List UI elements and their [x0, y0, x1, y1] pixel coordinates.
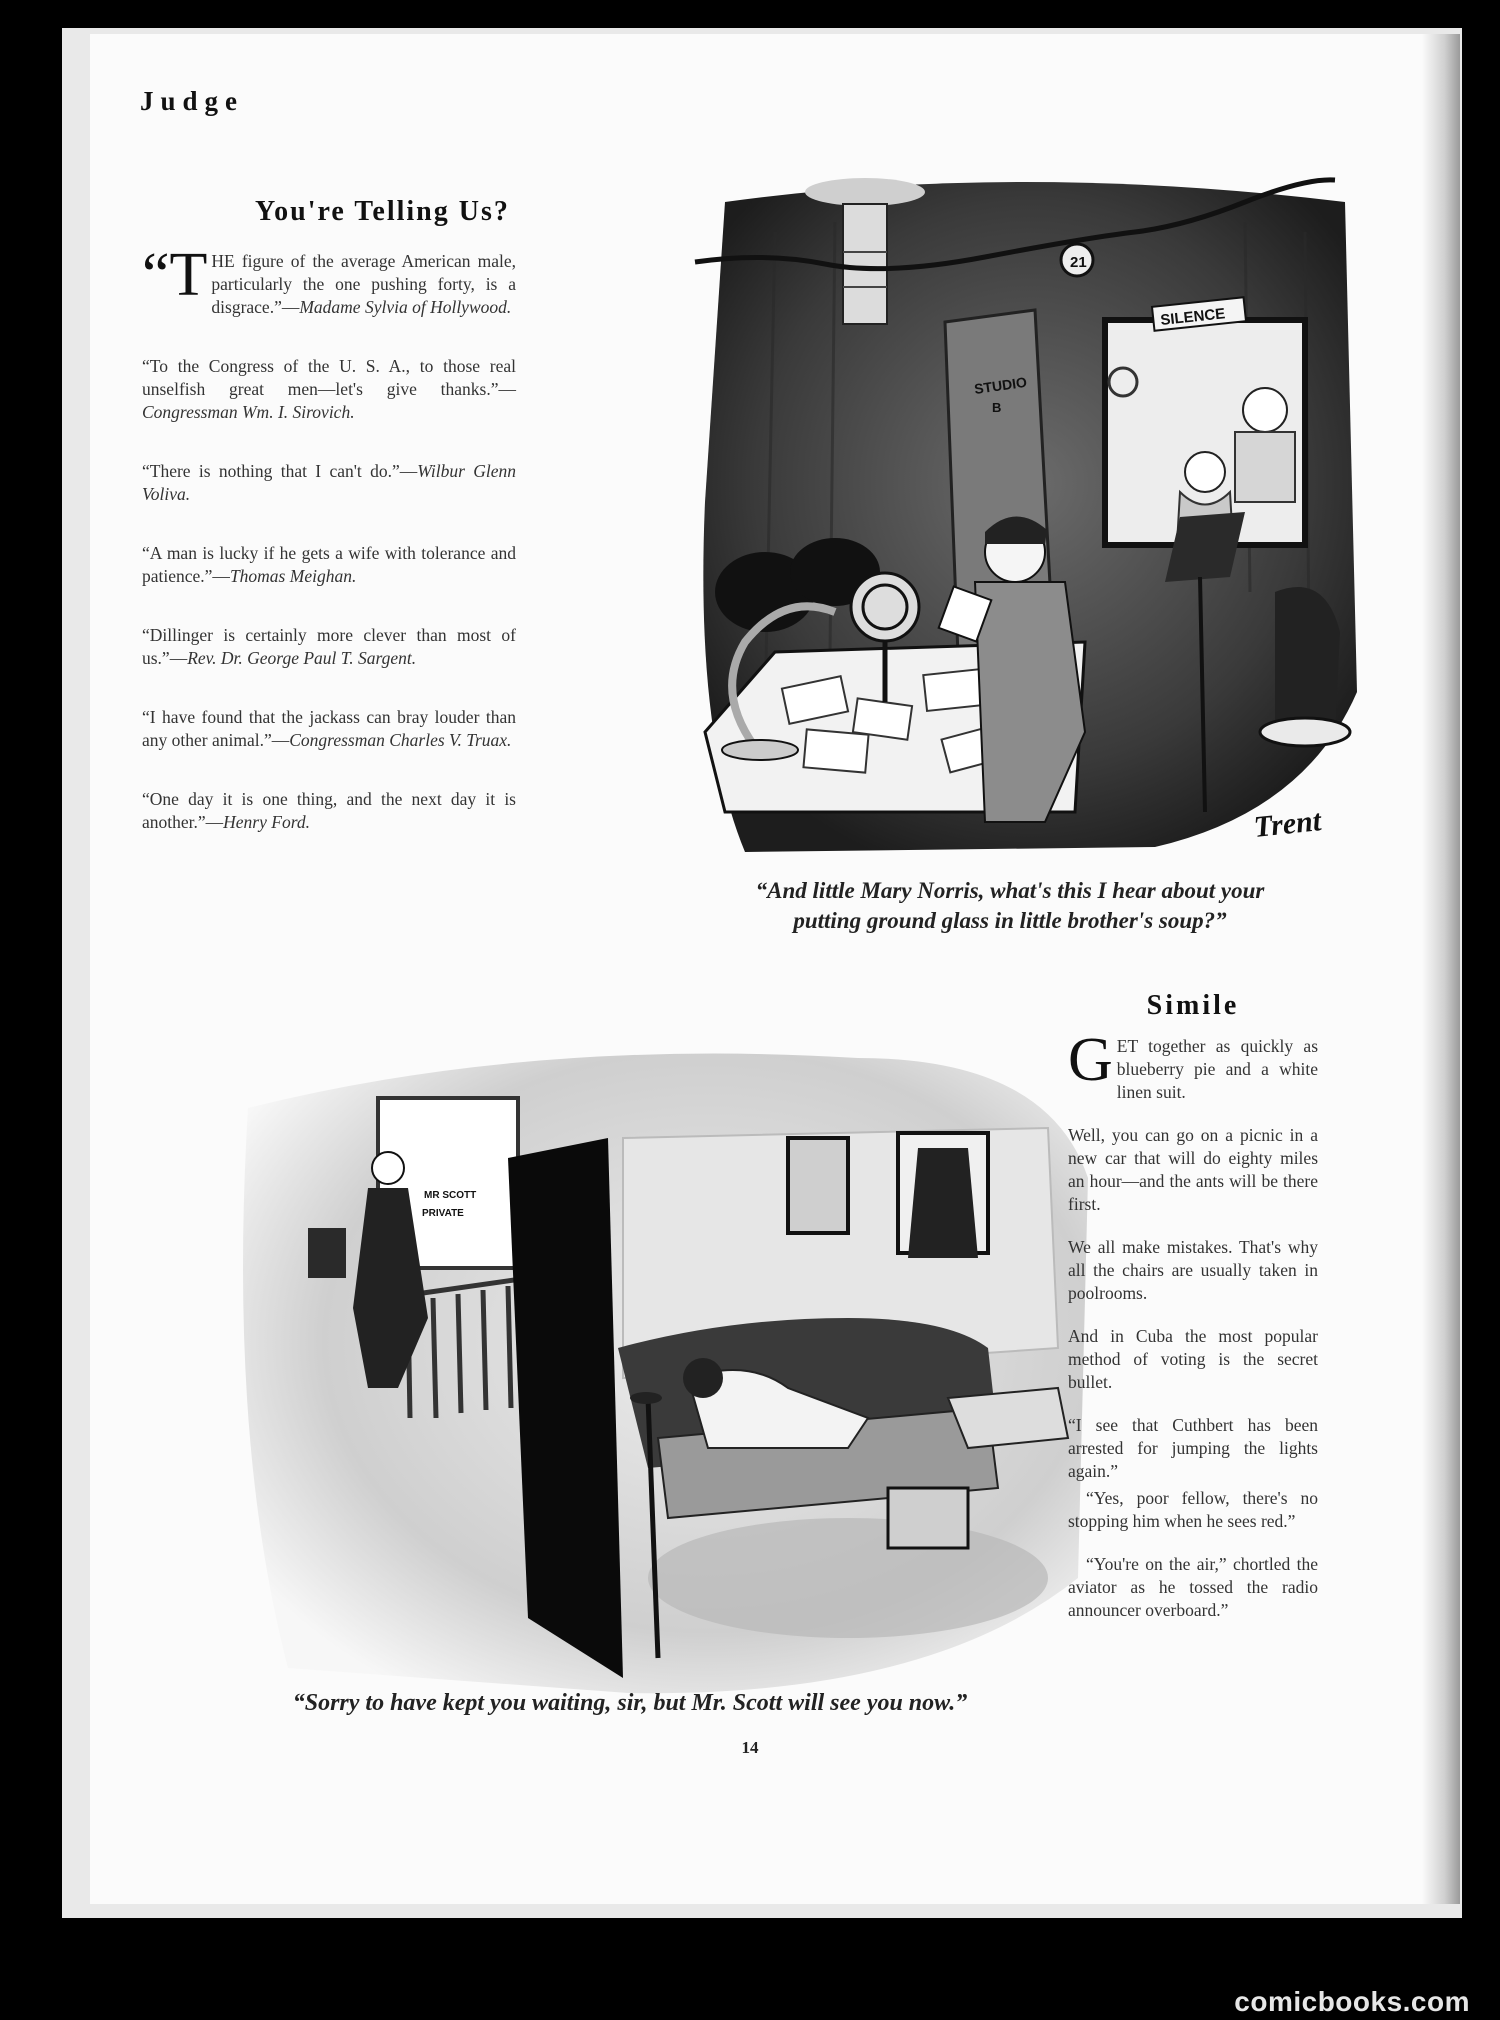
quote-item	[142, 355, 516, 424]
office-door-sign-line-1: MR SCOTT	[424, 1190, 477, 1201]
simile-item: “Yes, poor fellow, there's no stopping him when he sees red.”	[1068, 1488, 1318, 1531]
drop-cap: “T	[142, 241, 208, 309]
spine-shadow	[1422, 34, 1460, 1904]
quote-item	[142, 460, 516, 506]
simile-item: Well, you can go on a picnic in a new car that will do eighty miles an hour—and the ants will be there first.	[1068, 1125, 1318, 1214]
top-caption-line-2: putting ground glass in little brother's soup?”	[793, 908, 1227, 933]
quote-text: “There is nothing that I can't do.”—	[142, 461, 418, 481]
silence-sign: SILENCE	[1159, 305, 1227, 330]
simile-title: Simile	[1146, 990, 1240, 1021]
office-waiting-cartoon	[228, 1018, 1098, 1698]
quote-text: “To the Congress of the U. S. A., to those real unselfish great men—let's give thanks.”—	[142, 356, 516, 399]
quote-item	[142, 241, 516, 319]
quote-attribution: Madame Sylvia of Hollywood.	[299, 297, 512, 317]
quote-text: “One day it is one thing, and the next day it is another.”—	[142, 789, 516, 832]
quotes-column	[142, 241, 516, 870]
page-number: 14	[741, 1738, 759, 1757]
simile-item: “I see that Cuthbert has been arrested for jumping the lights again.”	[1068, 1415, 1318, 1481]
quote-item	[142, 706, 516, 752]
simile-item: And in Cuba the most popular method of voting is the secret bullet.	[1068, 1326, 1318, 1392]
quotes-title: You're Telling Us?	[255, 196, 510, 227]
office-door-sign-line-2: PRIVATE	[422, 1208, 464, 1219]
quote-attribution: Thomas Meighan.	[229, 566, 357, 586]
site-watermark: comicbooks.com	[1234, 1986, 1470, 2017]
simile-text: ET together as quickly as blueberry pie and a white linen suit.	[1116, 1036, 1318, 1102]
simile-column	[1068, 1026, 1318, 1642]
simile-item: We all make mistakes. That's why all the chairs are usually taken in poolrooms.	[1068, 1237, 1318, 1303]
quote-text: HE figure of the average American male, particularly the one pushing forty, is a disgrace.”—	[211, 251, 516, 317]
simile-item	[1068, 1026, 1318, 1104]
door-sign: STUDIO	[973, 373, 1028, 397]
quote-attribution: Congressman Wm. I. Sirovich.	[142, 402, 355, 422]
artist-signature: Trent	[1252, 804, 1323, 844]
quote-item	[142, 788, 516, 834]
quote-attribution: Rev. Dr. George Paul T. Sargent.	[187, 648, 417, 668]
quote-attribution: Wilbur Glenn Voliva.	[142, 461, 516, 504]
quote-text: “A man is lucky if he gets a wife with tolerance and patience.”—	[142, 543, 516, 586]
quote-attribution: Henry Ford.	[223, 812, 310, 832]
simile-item: “You're on the air,” chortled the aviator as he tossed the radio announcer overboard.”	[1068, 1554, 1318, 1620]
quote-item	[142, 542, 516, 588]
magazine-header: Judge	[140, 86, 245, 116]
quote-text: “I have found that the jackass can bray louder than any other animal.”—	[142, 707, 516, 750]
top-caption-line-1: “And little Mary Norris, what's this I hear about your	[755, 878, 1265, 903]
clock-number: 21	[1070, 254, 1087, 271]
door-sign-letter: B	[992, 400, 1002, 415]
bottom-cartoon-caption: “Sorry to have kept you waiting, sir, but Mr. Scott will see you now.”	[292, 1690, 968, 1716]
top-cartoon-caption	[660, 876, 1360, 936]
quote-text: “Dillinger is certainly more clever than most of us.”—	[142, 625, 516, 668]
radio-studio-cartoon	[685, 172, 1370, 862]
quote-attribution: Congressman Charles V. Truax.	[289, 730, 512, 750]
simile-drop-cap: G	[1068, 1026, 1113, 1094]
quote-item	[142, 624, 516, 670]
